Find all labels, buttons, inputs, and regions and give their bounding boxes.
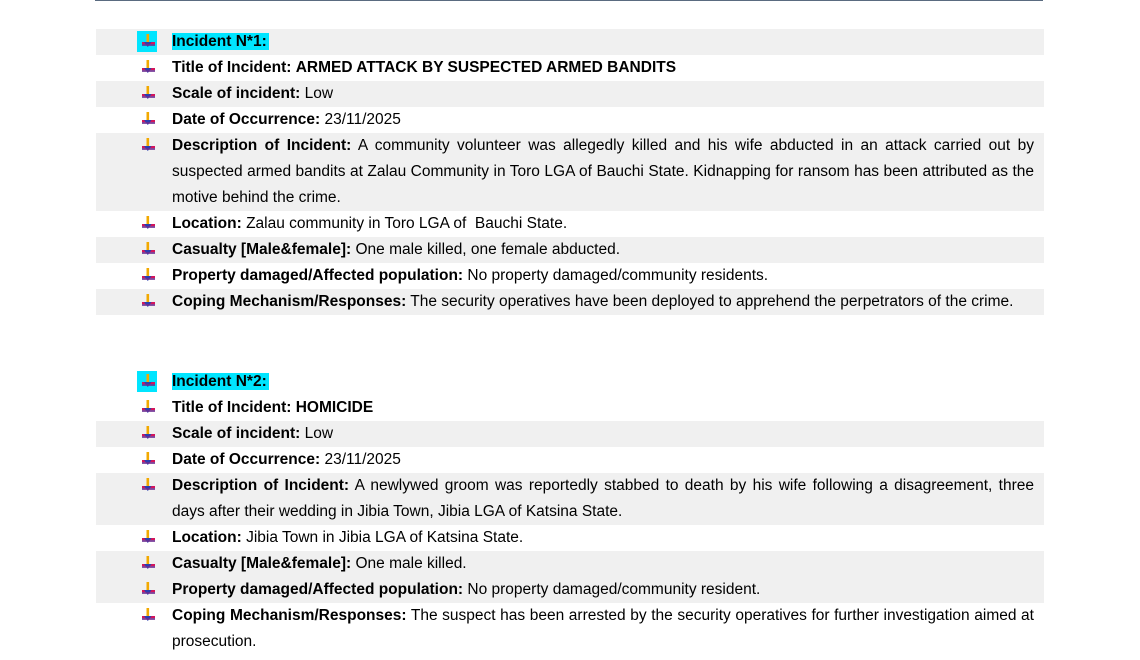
property-label: Property damaged/Affected population: (172, 267, 464, 284)
casualty-value: One male killed. (355, 555, 467, 572)
coping-row (96, 289, 1044, 315)
arrow-down-right-icon (140, 241, 156, 257)
title-row (96, 395, 1044, 421)
arrow-down-right-icon (140, 425, 156, 441)
incident-heading-row (96, 369, 1044, 395)
description-value: A community volunteer was allegedly killed and his wife abducted in an attack carried out by suspected armed bandits at Zalau Community in Toro LGA of Bauchi State. Kidnapping for ransom has been attributed as the motive behind the crime. (172, 137, 1034, 206)
title-label: Title of Incident: (172, 399, 292, 416)
scale-value: Low (304, 425, 334, 442)
arrow-down-right-icon (140, 607, 156, 623)
description-label: Description of Incident: (172, 137, 352, 154)
casualty-value: One male killed, one female abducted. (355, 241, 621, 258)
scale-row (96, 421, 1044, 447)
location-label: Location: (172, 215, 242, 232)
arrow-down-right-icon (140, 529, 156, 545)
arrow-down-right-icon (140, 373, 156, 389)
date-value: 23/11/2025 (324, 111, 401, 128)
incident-heading-row (96, 29, 1044, 55)
arrow-down-right-icon (140, 581, 156, 597)
coping-row (96, 603, 1044, 655)
casualty-label: Casualty [Male&female]: (172, 241, 352, 258)
location-value: Zalau community in Toro LGA of Bauchi State. (246, 215, 568, 232)
top-border-box (95, 0, 1043, 1)
scale-label: Scale of incident: (172, 85, 301, 102)
arrow-down-right-icon (140, 451, 156, 467)
arrow-down-right-icon (140, 59, 156, 75)
title-value: ARMED ATTACK BY SUSPECTED ARMED BANDITS (295, 59, 677, 76)
coping-value: The security operatives have been deployed to apprehend the perpetrators of the crime. (410, 293, 1014, 310)
casualty-row (96, 551, 1044, 577)
arrow-down-right-icon (140, 33, 156, 49)
description-row (96, 133, 1044, 211)
date-row (96, 447, 1044, 473)
scale-value: Low (304, 85, 334, 102)
casualty-label: Casualty [Male&female]: (172, 555, 352, 572)
property-row (96, 263, 1044, 289)
incident-heading: Incident N*1: (172, 33, 267, 50)
incident-1 (96, 29, 1044, 315)
arrow-down-right-icon (140, 267, 156, 283)
title-value: HOMICIDE (295, 399, 374, 416)
title-row (96, 55, 1044, 81)
description-value: A newlywed groom was reportedly stabbed to death by his wife following a disagreement, three days after their wedding in Jibia Town, Jibia LGA of Katsina State. (172, 477, 1035, 520)
location-row (96, 211, 1044, 237)
location-value: Jibia Town in Jibia LGA of Katsina State. (246, 529, 524, 546)
arrow-down-right-icon (140, 111, 156, 127)
location-row (96, 525, 1044, 551)
description-row (96, 473, 1044, 525)
date-label: Date of Occurrence: (172, 451, 321, 468)
incident-2 (96, 369, 1044, 655)
title-label: Title of Incident: (172, 59, 292, 76)
arrow-down-right-icon (140, 555, 156, 571)
scale-label: Scale of incident: (172, 425, 301, 442)
property-value: No property damaged/community resident. (467, 581, 761, 598)
incident-heading: Incident N*2: (172, 373, 267, 390)
scale-row (96, 81, 1044, 107)
arrow-down-right-icon (140, 399, 156, 415)
property-value: No property damaged/community residents. (467, 267, 769, 284)
location-label: Location: (172, 529, 242, 546)
arrow-down-right-icon (140, 477, 156, 493)
coping-label: Coping Mechanism/Responses: (172, 293, 407, 310)
date-value: 23/11/2025 (324, 451, 401, 468)
arrow-down-right-icon (140, 137, 156, 153)
property-row (96, 577, 1044, 603)
coping-value: The suspect has been arrested by the security operatives for further investigation aimed at prosecution. (172, 607, 1034, 650)
property-label: Property damaged/Affected population: (172, 581, 464, 598)
date-label: Date of Occurrence: (172, 111, 321, 128)
description-label: Description of Incident: (172, 477, 350, 494)
casualty-row (96, 237, 1044, 263)
date-row (96, 107, 1044, 133)
coping-label: Coping Mechanism/Responses: (172, 607, 407, 624)
arrow-down-right-icon (140, 293, 156, 309)
arrow-down-right-icon (140, 85, 156, 101)
arrow-down-right-icon (140, 215, 156, 231)
